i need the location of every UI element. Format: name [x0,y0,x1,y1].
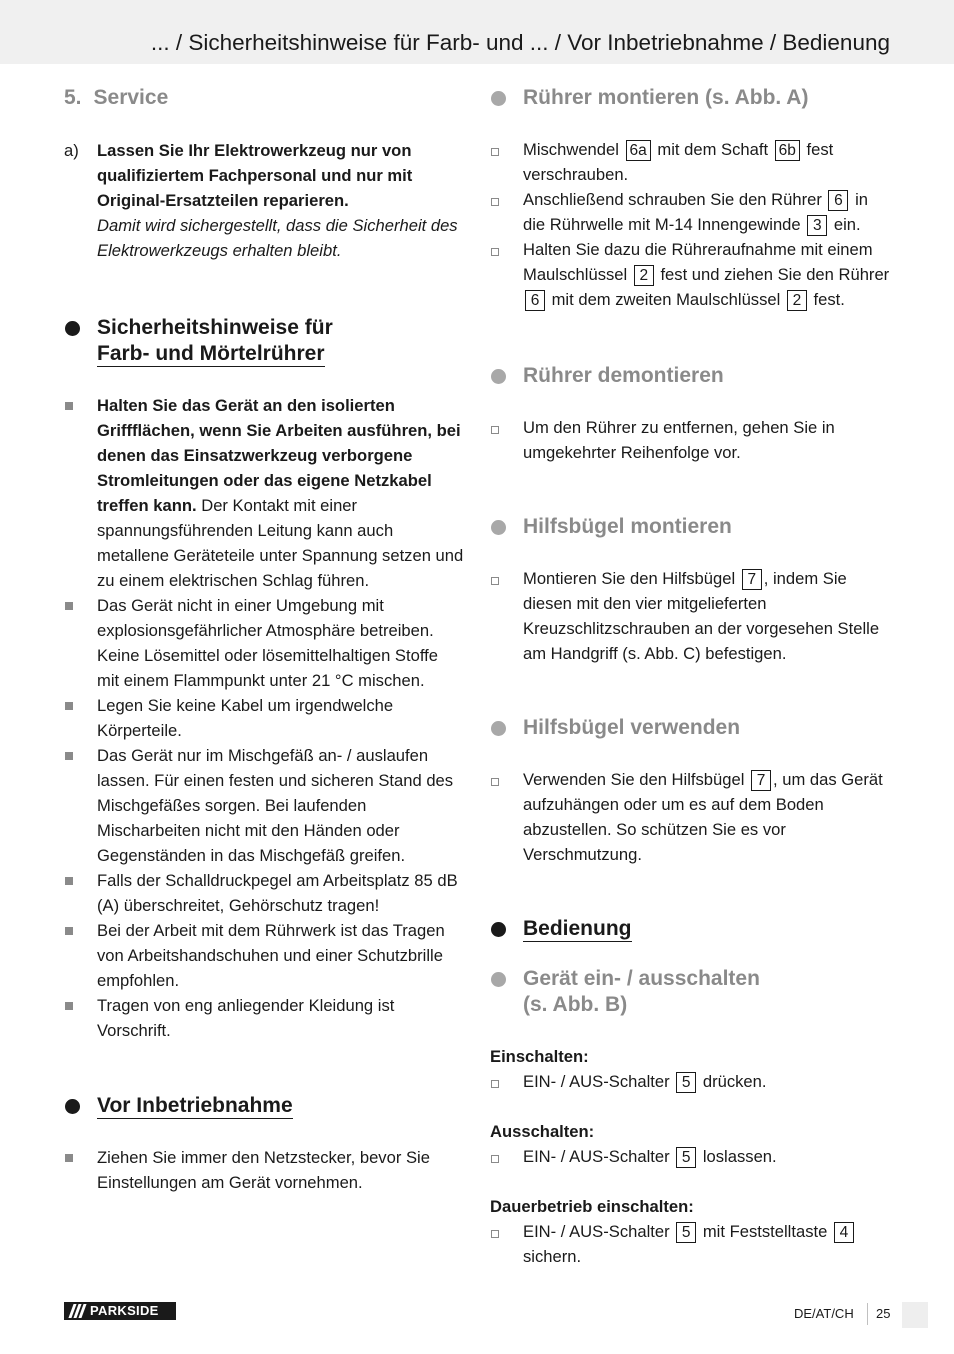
list-item [490,1144,890,1169]
square-bullet-icon [65,927,73,935]
dismount-heading [490,363,890,389]
switch-off-list [490,1144,890,1169]
footer-language: DE/AT/CH [794,1306,854,1321]
mount-heading [490,85,890,111]
aux-mount-heading [490,514,890,540]
open-square-bullet-icon [491,198,499,206]
switch-on-list [490,1069,890,1094]
bullet-dot-icon [491,721,506,736]
mount-i3-b: fest und ziehen Sie den Rührer [655,265,890,284]
safety-heading [64,315,464,367]
switch-cont-label: Dauerbetrieb einschalten: [490,1197,694,1216]
list-item [64,868,464,918]
list-item [490,187,890,237]
bullet-dot-icon [491,972,506,987]
dismount-title: Rührer demontieren [523,364,724,387]
footer-divider [867,1303,868,1325]
service-title: Service [93,86,169,109]
part-ref: 6a [626,140,651,161]
bullet-dot-icon [65,321,80,336]
operation-heading [490,916,890,942]
list-item [490,415,890,465]
aux-mount-list [490,566,890,666]
aux-mount-i1-a: Montieren Sie den Hilfsbügel [523,569,740,588]
page-title: ... / Sicherheitshinweise für Farb- und ... / Vor Inbetriebnahme / Bedienung [150,30,890,55]
left-column [64,84,464,1195]
part-ref: 6 [828,190,848,211]
page-number: 25 [876,1306,891,1321]
aux-use-i1-b: , um das Gerät aufzuhängen oder um es auf dem Boden abzustellen. So schützen Sie es vor Verschmutzung. [523,770,883,864]
square-bullet-icon [65,752,73,760]
before-use-list [64,1145,464,1195]
switch-off-a: EIN- / AUS-Schalter [523,1147,675,1166]
switch-cont-c: sichern. [523,1247,582,1266]
safety-item3: Legen Sie keine Kabel um irgendwelche Körperteile. [97,696,394,740]
list-item [490,1219,890,1269]
switch-off-label: Ausschalten: [490,1122,595,1141]
list-item [490,767,890,867]
list-item [64,918,464,993]
square-bullet-icon [65,702,73,710]
aux-use-heading [490,715,890,741]
open-square-bullet-icon [491,426,499,434]
part-ref: 2 [787,290,807,311]
service-item-a-italic: Damit wird sichergestellt, dass die Sicherheit des Elektrowerkzeugs erhalten bleibt. [97,216,458,260]
aux-use-title: Hilfsbügel verwenden [523,716,741,739]
part-ref: 4 [834,1222,854,1243]
aux-use-i1-a: Verwenden Sie den Hilfsbügel [523,770,750,789]
switch-on-label: Einschalten: [490,1047,589,1066]
switch-title-line1: Gerät ein- / ausschalten [523,967,760,990]
safety-item4: Das Gerät nur im Mischgefäß an- / auslaufen lassen. Für einen festen und sicheren Stand des Mischgefäßes sorgen. Bei laufenden Mischarbeiten nicht mit den Händen oder Gegenständen in das Mischgefäß greifen. [97,746,454,865]
bullet-dot-icon [491,520,506,535]
safety-item5: Falls der Schalldruckpegel am Arbeitsplatz 85 dB (A) überschreitet, Gehörschutz tragen! [97,871,458,915]
bullet-dot-icon [491,91,506,106]
list-item [490,237,890,312]
part-ref: 2 [634,265,654,286]
safety-item2: Das Gerät nicht in einer Umgebung mit explosionsgefährlicher Atmosphäre betreiben. Keine Lösemittel oder lösemittelhaltigen Stoffe mit einem Flammpunkt unter 21 °C mischen. [97,596,438,690]
service-number: 5. [64,86,82,109]
list-item [64,693,464,743]
mount-i3-d: fest. [808,290,845,309]
open-square-bullet-icon [491,248,499,256]
mount-i2-c: ein. [829,215,861,234]
safety-item7: Tragen von eng anliegender Kleidung ist Vorschrift. [97,996,395,1040]
open-square-bullet-icon [491,577,499,585]
list-item [64,593,464,693]
open-square-bullet-icon [491,1230,499,1238]
mount-i1-a: Mischwendel [523,140,624,159]
switch-cont-b: mit Feststelltaste [698,1222,832,1241]
switch-cont-a: EIN- / AUS-Schalter [523,1222,675,1241]
mount-i2-a: Anschließend schrauben Sie den Rührer [523,190,827,209]
safety-item1-bold: Halten Sie das Gerät an den isolierten Griffflächen, wenn Sie Arbeiten ausführen, bei denen das Einsatzwerkzeug verborgene Stromleitungen oder das eigene Netzkabel treffen kann. [97,396,461,515]
mount-i3-a: Halten Sie dazu die Rühreraufnahme mit einem Maulschlüssel [523,240,873,284]
switch-off-b: loslassen. [698,1147,777,1166]
bullet-dot-icon [491,922,506,937]
list-item [64,993,464,1043]
safety-list [64,393,464,1043]
service-item-a [64,138,464,263]
switch-heading [490,966,890,1018]
open-square-bullet-icon [491,778,499,786]
mount-i2-b: in die Rührwelle mit M-14 Innengewinde [523,190,869,234]
footer-corner-box [902,1302,928,1328]
aux-use-list [490,767,890,867]
logo-text: PARKSIDE [90,1303,159,1318]
mount-list [490,137,890,312]
item-label: a) [64,141,79,160]
mount-title: Rührer montieren (s. Abb. A) [523,86,809,109]
safety-item1-text: Der Kontakt mit einer spannungsführenden Leitung kann auch metallene Geräteteile unter Spannung setzen und zu einem elektrischen Schlag führen. [97,496,464,590]
safety-title-line1: Sicherheitshinweise für [97,316,333,339]
part-ref: 6 [525,290,545,311]
square-bullet-icon [65,1002,73,1010]
list-item [490,137,890,187]
part-ref: 6b [775,140,800,161]
square-bullet-icon [65,877,73,885]
square-bullet-icon [65,1154,73,1162]
service-item-a-bold: Lassen Sie Ihr Elektrowerkzeug nur von qualifiziertem Fachpersonal und nur mit Original-Ersatzteilen reparieren. [97,141,413,210]
service-heading [64,84,464,112]
open-square-bullet-icon [491,148,499,156]
list-item [64,393,464,593]
logo-stripes-icon [64,1302,90,1320]
dismount-list [490,415,890,465]
list-item [490,566,890,666]
square-bullet-icon [65,602,73,610]
part-ref: 5 [676,1147,696,1168]
part-ref: 5 [676,1222,696,1243]
right-column [490,84,890,1269]
switch-cont-list [490,1219,890,1269]
list-item [64,1145,464,1195]
switch-on-a: EIN- / AUS-Schalter [523,1072,675,1091]
open-square-bullet-icon [491,1080,499,1088]
bullet-dot-icon [491,369,506,384]
parkside-logo [64,1302,176,1320]
list-item [490,1069,890,1094]
part-ref: 5 [676,1072,696,1093]
before-use-title: Vor Inbetriebnahme [97,1094,293,1117]
before-use-item1: Ziehen Sie immer den Netzstecker, bevor Sie Einstellungen am Gerät vornehmen. [97,1148,430,1192]
switch-title-line2: (s. Abb. B) [523,993,628,1016]
part-ref: 3 [807,215,827,236]
switch-on-b: drücken. [698,1072,767,1091]
bullet-dot-icon [65,1099,80,1114]
page-header [0,0,954,64]
mount-i1-c: fest verschrauben. [523,140,834,184]
dismount-i1: Um den Rührer zu entfernen, gehen Sie in umgekehrter Reihenfolge vor. [523,418,835,462]
part-ref: 7 [742,569,762,590]
safety-item6: Bei der Arbeit mit dem Rührwerk ist das Tragen von Arbeitshandschuhen und einer Schutzbrille empfohlen. [97,921,445,990]
operation-title: Bedienung [523,917,632,940]
before-use-heading [64,1093,464,1119]
safety-title-line2: Farb- und Mörtelrührer [97,342,325,365]
aux-mount-title: Hilfsbügel montieren [523,515,732,538]
list-item [64,743,464,868]
mount-i3-c: mit dem zweiten Maulschlüssel [547,290,785,309]
mount-i1-b: mit dem Schaft [652,140,773,159]
part-ref: 7 [751,770,771,791]
square-bullet-icon [65,402,73,410]
open-square-bullet-icon [491,1155,499,1163]
aux-mount-i1-b: , indem Sie diesen mit den vier mitgelieferten Kreuzschlitzschrauben an der vorgesehen Stelle am Handgriff (s. Abb. C) befestigen. [523,569,880,663]
